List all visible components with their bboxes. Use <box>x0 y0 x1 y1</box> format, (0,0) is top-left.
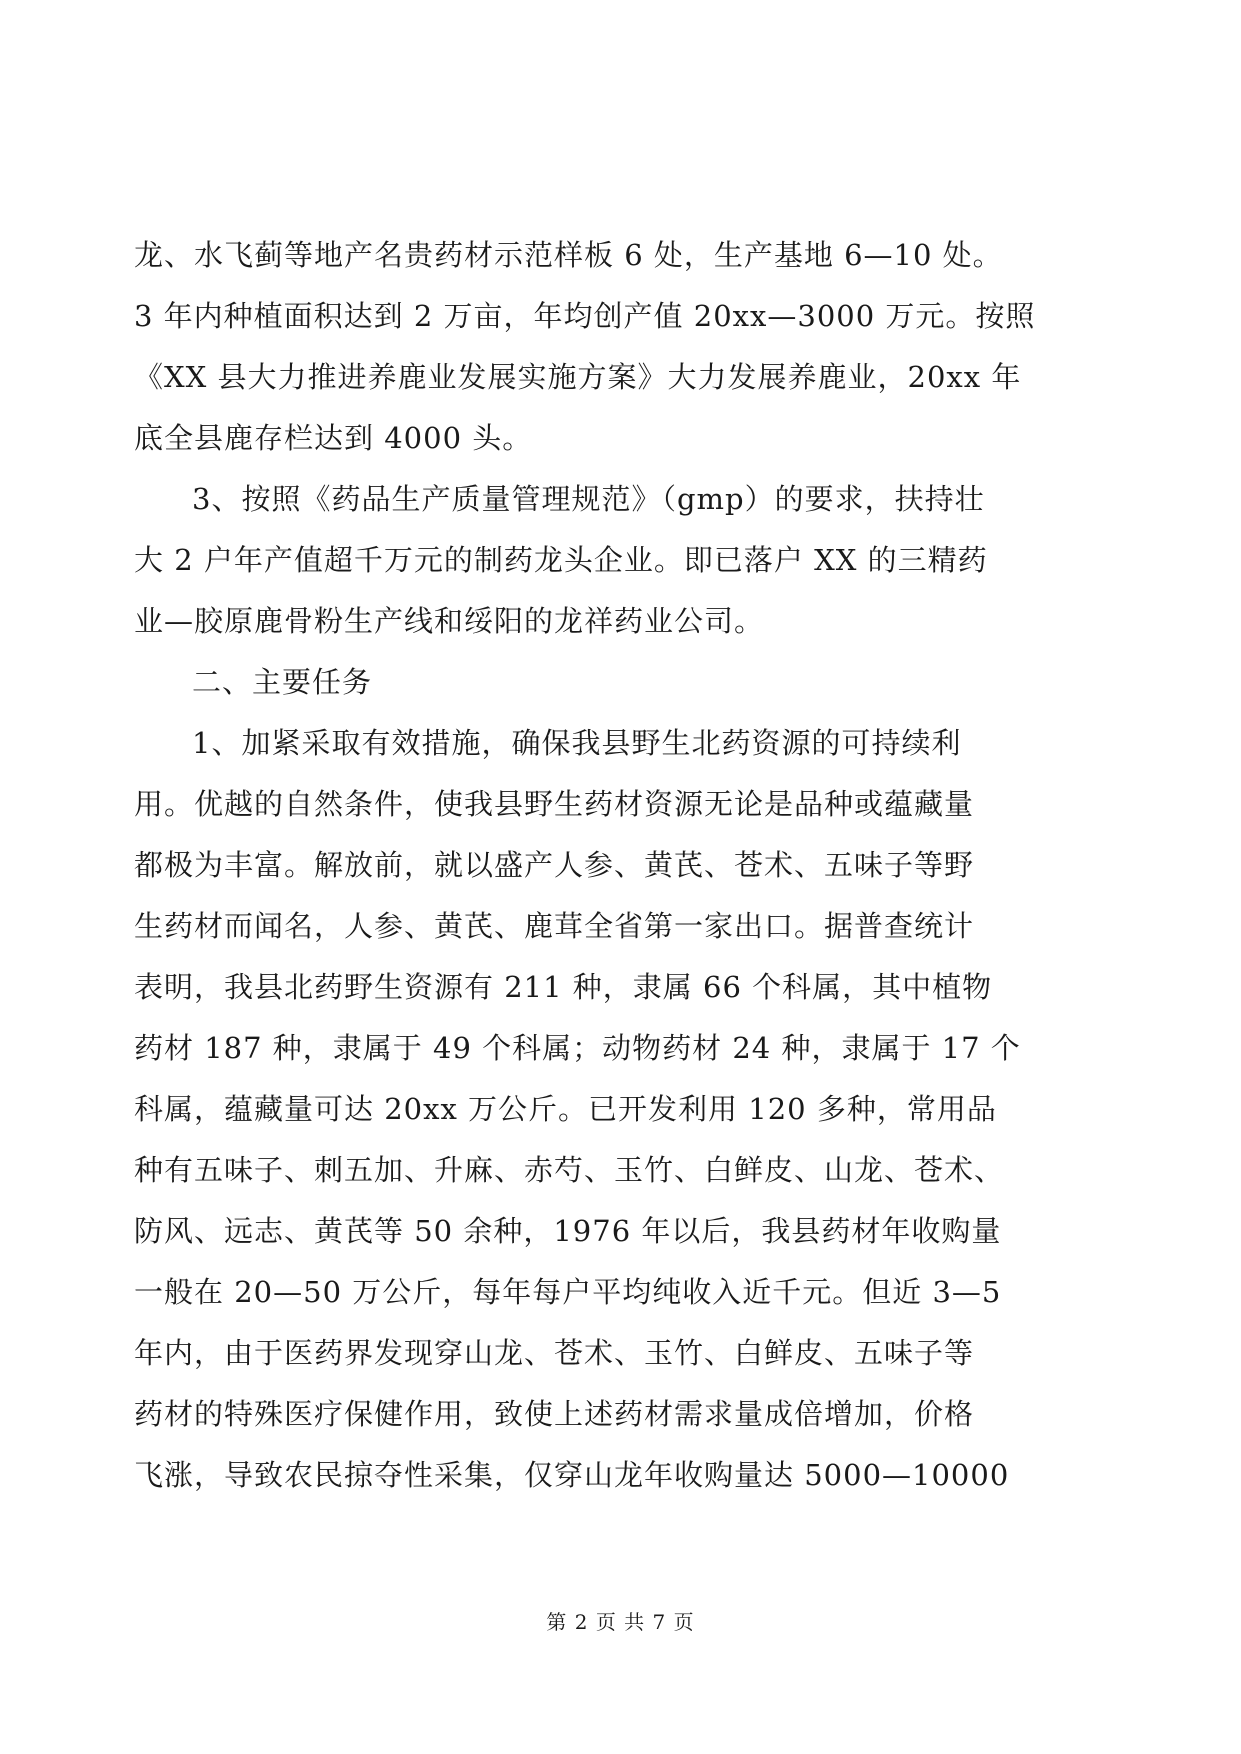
paragraph-item-3-gmp <box>134 469 1082 652</box>
text-line: 科属，蕴藏量可达 20xx 万公斤。已开发利用 120 多种，常用品 <box>134 1092 997 1126</box>
text-line: 防风、远志、黄芪等 50 余种，1976 年以后，我县药材年收购量 <box>134 1214 1002 1248</box>
paragraph-task-1-wild-resources <box>134 713 1082 1506</box>
text-line: 3、按照《药品生产质量管理规范》（gmp）的要求，扶持壮 <box>192 482 985 516</box>
text-line: 业—胶原鹿骨粉生产线和绥阳的龙祥药业公司。 <box>134 604 765 638</box>
text-line: 种有五味子、刺五加、升麻、赤芍、玉竹、白鲜皮、山龙、苍术、 <box>134 1153 1005 1187</box>
text-line: 大 2 户年产值超千万元的制药龙头企业。即已落户 XX 的三精药 <box>134 543 988 577</box>
heading-line: 二、主要任务 <box>192 665 373 699</box>
text-line: 飞涨，导致农民掠夺性采集，仅穿山龙年收购量达 5000—10000 <box>134 1458 1010 1492</box>
text-line: 年内，由于医药界发现穿山龙、苍术、玉竹、白鲜皮、五味子等 <box>134 1336 975 1370</box>
paragraph-herb-base-continued <box>134 225 1082 469</box>
text-line: 用。优越的自然条件，使我县野生药材资源无论是品种或蕴藏量 <box>134 787 975 821</box>
text-line: 生药材而闻名，人参、黄芪、鹿茸全省第一家出口。据普查统计 <box>134 909 975 943</box>
text-line: 《XX 县大力推进养鹿业发展实施方案》大力发展养鹿业，20xx 年 <box>134 360 1022 394</box>
text-line: 底全县鹿存栏达到 4000 头。 <box>134 421 533 455</box>
section-heading-main-tasks <box>134 652 1082 713</box>
document-body <box>134 225 1082 1506</box>
text-line: 一般在 20—50 万公斤，每年每户平均纯收入近千元。但近 3—5 <box>134 1275 1002 1309</box>
text-line: 表明，我县北药野生资源有 211 种，隶属 66 个科属，其中植物 <box>134 970 993 1004</box>
text-line: 龙、水飞蓟等地产名贵药材示范样板 6 处，生产基地 6—10 处。 <box>134 238 1003 272</box>
text-line: 1、加紧采取有效措施，确保我县野生北药资源的可持续利 <box>192 726 962 760</box>
text-line: 都极为丰富。解放前，就以盛产人参、黄芪、苍术、五味子等野 <box>134 848 975 882</box>
text-line: 药材 187 种，隶属于 49 个科属；动物药材 24 种，隶属于 17 个 <box>134 1031 1021 1065</box>
page-number-footer: 第 2 页 共 7 页 <box>546 1610 695 1634</box>
text-line: 药材的特殊医疗保健作用，致使上述药材需求量成倍增加，价格 <box>134 1397 975 1431</box>
text-line: 3 年内种植面积达到 2 万亩，年均创产值 20xx—3000 万元。按照 <box>134 299 1036 333</box>
